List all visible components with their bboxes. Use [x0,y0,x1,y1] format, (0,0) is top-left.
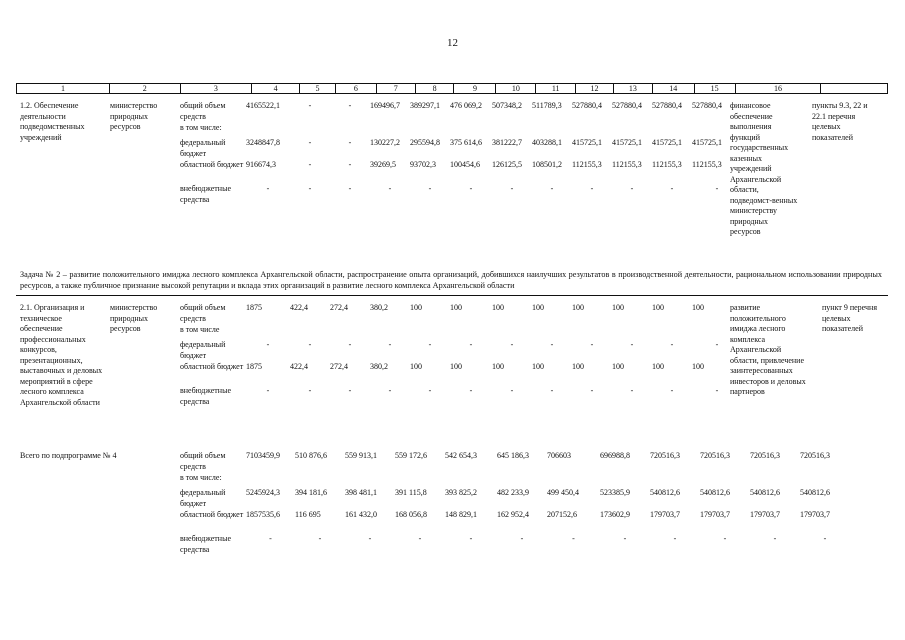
block1-value-cell: 389297,1 [410,101,440,110]
block1-value-cell: 527880,4 [692,101,722,110]
block2-value-cell: - [348,386,352,395]
block2-value-cell: - [266,386,270,395]
block2-row-label: областной бюджет [180,362,244,371]
block1-value-cell: 126125,5 [492,160,522,169]
header-col-9: 9 [454,84,496,94]
total-value-cell: 696988,8 [600,451,630,460]
block1-row-label: федеральный бюджет [180,138,226,158]
header-col-12: 12 [576,84,614,94]
header-col-16: 16 [735,84,821,94]
block2-value-cell: - [590,340,594,349]
block1-value-cell: 112155,3 [572,160,602,169]
total-value-cell: - [418,534,422,543]
block1-row-label: общий объем средств [180,101,226,121]
block2-value-cell: - [670,340,674,349]
block2-value-cell: 272,4 [330,303,348,312]
total-row-label: в том числе: [180,473,222,482]
block2-value-cell: - [308,386,312,395]
total-value-cell: 720516,3 [800,451,830,460]
total-value-cell: - [469,534,473,543]
block1-value-cell: - [308,101,312,110]
block1-value-cell: 130227,2 [370,138,400,147]
total-value-cell: 391 115,8 [395,488,427,497]
block1-value-cell: 4165522,1 [246,101,280,110]
total-value-cell: 499 450,4 [547,488,579,497]
total-value-cell: 148 829,1 [445,510,477,519]
total-value-cell: 179703,7 [750,510,780,519]
block1-value-cell: 93702,3 [410,160,436,169]
total-value-cell: 482 233,9 [497,488,529,497]
header-col-15: 15 [694,84,735,94]
block2-value-cell: 422,4 [290,303,308,312]
block1-value-cell: - [428,184,432,193]
total-value-cell: 116 695 [295,510,321,519]
total-value-cell: 179703,7 [700,510,730,519]
block2-row-label: общий объем средств [180,303,226,323]
block1-value-cell: 511789,3 [532,101,562,110]
total-value-cell: 5245924,3 [246,488,280,497]
block1-value-cell: 3248847,8 [246,138,280,147]
total-value-cell: 540812,6 [650,488,680,497]
block1-value-cell: - [469,184,473,193]
block2-value-cell: 422,4 [290,362,308,371]
header-col-17 [821,84,888,94]
executor-1-2: министерство природных ресурсов [110,101,158,131]
block1-value-cell: 403288,1 [532,138,562,147]
header-col-4: 4 [252,84,300,94]
total-value-cell: 393 825,2 [445,488,477,497]
total-value-cell: 510 876,6 [295,451,327,460]
block1-row-label: в том числе: [180,123,222,132]
result-1-2: финансовое обеспечение выполнения функций государственных казенных учреждений Архангельской области, подведомст-венных министерству природных ресурсов [730,101,798,236]
block2-value-cell: 100 [410,303,422,312]
block1-value-cell: 415725,1 [652,138,682,147]
block1-value-cell: 415725,1 [612,138,642,147]
block2-value-cell: - [308,340,312,349]
block1-value-cell: 507348,2 [492,101,522,110]
block2-value-cell: 100 [532,303,544,312]
total-value-cell: 179703,7 [650,510,680,519]
block2-value-cell: - [388,386,392,395]
block1-value-cell: - [550,184,554,193]
block1-value-cell: - [308,160,312,169]
block2-value-cell: 100 [652,303,664,312]
block2-value-cell: 272,4 [330,362,348,371]
block1-value-cell: - [348,138,352,147]
header-col-1: 1 [17,84,110,94]
block2-value-cell: 100 [492,362,504,371]
block2-value-cell: - [428,340,432,349]
block2-value-cell: 100 [612,303,624,312]
block2-value-cell: 100 [410,362,422,371]
header-col-3: 3 [180,84,252,94]
block1-value-cell: 108501,2 [532,160,562,169]
total-value-cell: 559 172,6 [395,451,427,460]
total-value-cell: 7103459,9 [246,451,280,460]
total-value-cell: - [773,534,777,543]
total-value-cell: - [520,534,524,543]
total-value-cell: 540812,6 [750,488,780,497]
total-value-cell: - [318,534,322,543]
block1-value-cell: - [348,101,352,110]
block2-value-cell: 1875 [246,303,262,312]
block2-row-label: внебюджетные средства [180,386,231,406]
block2-value-cell: - [348,340,352,349]
block2-value-cell: - [388,340,392,349]
header-col-6: 6 [335,84,376,94]
total-value-cell: 559 913,1 [345,451,377,460]
header-col-11: 11 [536,84,576,94]
block1-value-cell: 39269,5 [370,160,396,169]
block1-value-cell: 415725,1 [572,138,602,147]
total-value-cell: 645 186,3 [497,451,529,460]
total-label: Всего по подпрограмме № 4 [20,451,117,460]
block1-value-cell: 169496,7 [370,101,400,110]
block2-row-label: федеральный бюджет [180,340,226,360]
total-value-cell: - [269,534,272,543]
block1-value-cell: - [590,184,594,193]
block2-row-label: в том числе [180,325,220,334]
block1-value-cell: 415725,1 [692,138,722,147]
indicators-1-2: пункты 9.3, 22 и 22.1 перечня целевых показателей [812,101,868,142]
header-col-10: 10 [496,84,536,94]
block2-value-cell: - [428,386,432,395]
block2-value-cell: 100 [612,362,624,371]
task-2-text: Задача № 2 – развитие положительного имиджа лесного комплекса Архангельской области, распространение опыта организаций, добившихся наилучших результатов в производственной деятельности, рациональном использовании природных ресурсов, а также публичное признание высокой репутации и вклада этих организаций в развитие лесного комплекса Архангельской области [20,270,882,290]
block1-value-cell: - [715,184,719,193]
block1-value-cell: 375 614,6 [450,138,482,147]
total-value-cell: - [368,534,372,543]
block2-value-cell: 100 [492,303,504,312]
header-col-7: 7 [376,84,415,94]
block2-value-cell: - [670,386,674,395]
total-value-cell: - [572,534,575,543]
block2-value-cell: 380,2 [370,362,388,371]
block1-value-cell: 112155,3 [652,160,682,169]
block1-row-label: внебюджетные средства [180,184,231,204]
block1-value-cell: - [388,184,392,193]
total-value-cell: 1857535,6 [246,510,280,519]
block1-value-cell: - [630,184,634,193]
header-col-2: 2 [110,84,181,94]
total-value-cell: 542 654,3 [445,451,477,460]
block1-value-cell: - [670,184,674,193]
total-row-label: общий объем средств [180,451,226,471]
total-value-cell: 179703,7 [800,510,830,519]
block2-value-cell: - [715,386,719,395]
total-row-label: федеральный бюджет [180,488,226,508]
block2-value-cell: 100 [450,303,462,312]
measure-1-2: 1.2. Обеспечение деятельности подведомственных учреждений [20,101,85,142]
total-value-cell: 720516,3 [650,451,680,460]
block1-value-cell: 527880,4 [612,101,642,110]
block2-value-cell: - [469,340,473,349]
result-2-1: развитие положительного имиджа лесного комплекса Архангельской области, привлечение заинтересованных инвесторов и деловых партнеров [730,303,806,396]
header-col-13: 13 [613,84,652,94]
block2-value-cell: - [510,386,514,395]
block2-value-cell: - [510,340,514,349]
block1-value-cell: - [510,184,514,193]
block2-value-cell: 100 [572,362,584,371]
total-value-cell: 168 056,8 [395,510,427,519]
total-value-cell: 207152,6 [547,510,577,519]
block1-row-label: областной бюджет [180,160,244,169]
block2-value-cell: - [266,340,270,349]
total-value-cell: 720516,3 [750,451,780,460]
block2-value-cell: - [550,386,554,395]
block1-value-cell: 916674,3 [246,160,276,169]
block2-value-cell: - [550,340,554,349]
total-value-cell: 720516,3 [700,451,730,460]
block2-value-cell: - [630,386,634,395]
block2-value-cell: 1875 [246,362,262,371]
header-col-5: 5 [300,84,336,94]
total-value-cell: 398 481,1 [345,488,377,497]
block1-value-cell: 381222,7 [492,138,522,147]
block1-value-cell: - [348,184,352,193]
block1-value-cell: 527880,4 [572,101,602,110]
block2-value-cell: - [590,386,594,395]
block1-value-cell: - [308,184,312,193]
total-value-cell: 540812,6 [700,488,730,497]
page-number: 12 [447,37,458,49]
block1-value-cell: 112155,3 [692,160,722,169]
block1-value-cell: - [266,184,270,193]
block1-value-cell: 295594,8 [410,138,440,147]
block2-value-cell: - [469,386,473,395]
total-value-cell: 162 952,4 [497,510,529,519]
block2-value-cell: 100 [692,362,704,371]
header-col-8: 8 [415,84,454,94]
total-value-cell: 540812,6 [800,488,830,497]
header-number-row [16,83,888,94]
block2-value-cell: - [715,340,719,349]
total-value-cell: 394 181,6 [295,488,327,497]
total-row-label: внебюджетные средства [180,534,231,554]
executor-2-1: министерство природных ресурсов [110,303,158,333]
total-value-cell: - [673,534,677,543]
measure-2-1: 2.1. Организация и техническое обеспечение профессиональных конкурсов, презентационных, выставочных и деловых мероприятий в сфере лесного комплекса Архангельской области [20,303,103,407]
block1-value-cell: 112155,3 [612,160,642,169]
block1-value-cell: 476 069,2 [450,101,482,110]
divider-line [16,295,888,296]
total-value-cell: - [823,534,827,543]
block1-value-cell: - [348,160,352,169]
block2-value-cell: 380,2 [370,303,388,312]
total-value-cell: 161 432,0 [345,510,377,519]
indicators-2-1: пункт 9 перечня целевых показателей [822,303,878,333]
block2-value-cell: 100 [692,303,704,312]
block1-value-cell: - [308,138,312,147]
block2-value-cell: 100 [532,362,544,371]
total-row-label: областной бюджет [180,510,244,519]
block2-value-cell: 100 [652,362,664,371]
total-value-cell: 523385,9 [600,488,630,497]
block2-value-cell: - [630,340,634,349]
block1-value-cell: 100454,6 [450,160,480,169]
total-value-cell: - [723,534,727,543]
total-value-cell: 706603 [547,451,571,460]
block2-value-cell: 100 [450,362,462,371]
block2-value-cell: 100 [572,303,584,312]
block1-value-cell: 527880,4 [652,101,682,110]
total-value-cell: - [623,534,627,543]
header-col-14: 14 [652,84,694,94]
total-value-cell: 173602,9 [600,510,630,519]
